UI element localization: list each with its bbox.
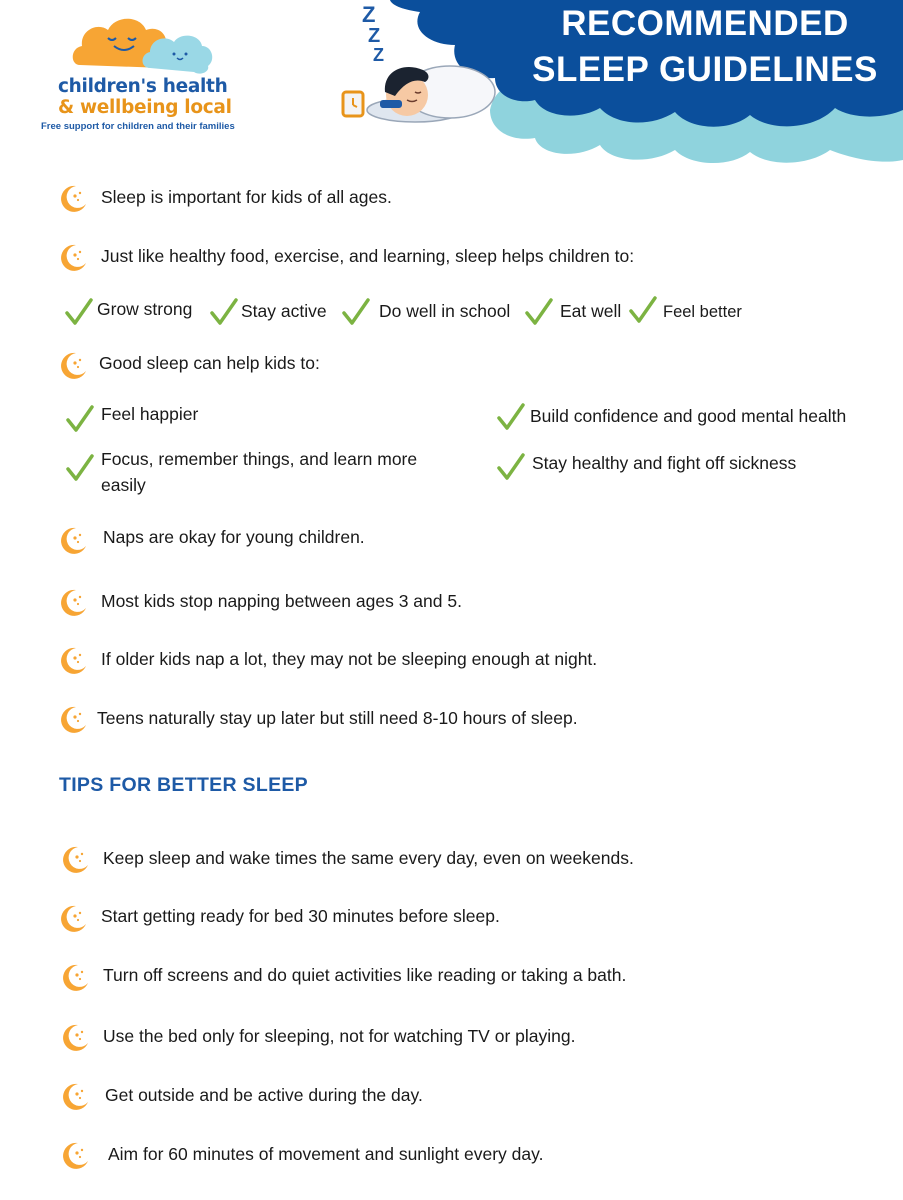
info-item: Naps are okay for young children. bbox=[103, 527, 365, 547]
checkmark-icon bbox=[496, 402, 526, 432]
tip-item: Get outside and be active during the day. bbox=[105, 1085, 423, 1105]
crescent-moon-icon bbox=[57, 1020, 91, 1054]
crescent-moon-icon bbox=[55, 901, 89, 935]
sleeping-child-illustration bbox=[335, 0, 500, 130]
crescent-moon-icon bbox=[55, 523, 89, 557]
info-item: Teens naturally stay up later but still need 8-10 hours of sleep. bbox=[97, 708, 578, 728]
checkmark-icon bbox=[524, 297, 554, 327]
benefit-item: Stay healthy and fight off sickness bbox=[532, 453, 797, 473]
crescent-moon-icon bbox=[57, 960, 91, 994]
benefit-item: Build confidence and good mental health bbox=[530, 406, 847, 426]
crescent-moon-icon bbox=[55, 181, 89, 215]
checkmark-icon bbox=[496, 452, 526, 482]
checkmark-icon bbox=[65, 453, 95, 483]
crescent-moon-icon bbox=[57, 1138, 91, 1172]
help-item: Do well in school bbox=[379, 301, 511, 321]
logo-clouds bbox=[70, 10, 220, 85]
intro-item: Good sleep can help kids to: bbox=[99, 353, 320, 373]
benefit-item-continued: easily bbox=[101, 475, 146, 495]
benefit-item: Feel happier bbox=[101, 404, 199, 424]
crescent-moon-icon bbox=[55, 702, 89, 736]
intro-item: Just like healthy food, exercise, and learning, sleep helps children to: bbox=[101, 246, 635, 266]
help-item: Grow strong bbox=[97, 299, 193, 319]
tip-item: Keep sleep and wake times the same every day, even on weekends. bbox=[103, 848, 634, 868]
checkmark-icon bbox=[341, 297, 371, 327]
crescent-moon-icon bbox=[57, 842, 91, 876]
logo-text-line2: & wellbeing local bbox=[58, 97, 232, 118]
crescent-moon-icon bbox=[55, 240, 89, 274]
crescent-moon-icon bbox=[55, 643, 89, 677]
z-letter: Z bbox=[362, 2, 376, 27]
z-letter: Z bbox=[368, 25, 381, 47]
intro-item: Sleep is important for kids of all ages. bbox=[101, 187, 392, 207]
info-item: If older kids nap a lot, they may not be sleeping enough at night. bbox=[101, 649, 598, 669]
help-item: Feel better bbox=[663, 303, 742, 321]
checkmark-icon bbox=[65, 404, 95, 434]
help-item: Stay active bbox=[241, 301, 327, 321]
crescent-moon-icon bbox=[57, 1079, 91, 1113]
tip-item: Start getting ready for bed 30 minutes before sleep. bbox=[101, 906, 500, 926]
checkmark-icon bbox=[209, 297, 239, 327]
crescent-moon-icon bbox=[55, 585, 89, 619]
page-title-line1: RECOMMENDED bbox=[561, 4, 849, 43]
info-item: Most kids stop napping between ages 3 and 5. bbox=[101, 591, 462, 611]
checkmark-icon bbox=[628, 295, 658, 325]
logo-tagline: Free support for children and their families bbox=[41, 121, 235, 132]
checkmark-icon bbox=[64, 297, 94, 327]
tip-item: Aim for 60 minutes of movement and sunlight every day. bbox=[108, 1144, 544, 1164]
tips-heading: TIPS FOR BETTER SLEEP bbox=[59, 774, 308, 796]
benefit-item: Focus, remember things, and learn more bbox=[101, 449, 418, 469]
tip-item: Use the bed only for sleeping, not for watching TV or playing. bbox=[103, 1026, 576, 1046]
help-item: Eat well bbox=[560, 301, 622, 321]
logo-text-line1: children's health bbox=[58, 76, 228, 97]
z-letter: Z bbox=[373, 45, 384, 65]
page-title-line2: SLEEP GUIDELINES bbox=[532, 50, 878, 89]
crescent-moon-icon bbox=[55, 348, 89, 382]
tip-item: Turn off screens and do quiet activities like reading or taking a bath. bbox=[103, 965, 627, 985]
